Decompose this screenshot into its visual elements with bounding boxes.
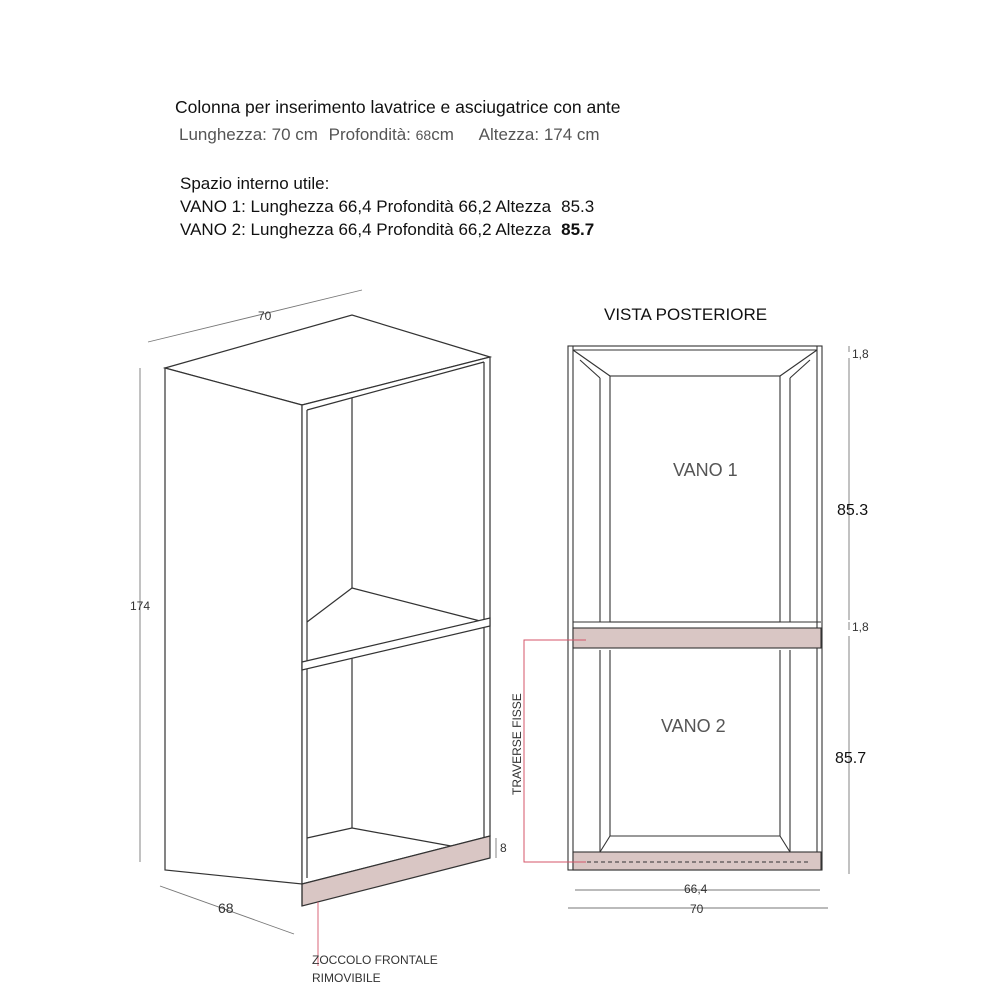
- rear-vano2-label: VANO 2: [661, 716, 726, 736]
- perspective-depth-label: 68: [218, 900, 234, 916]
- cabinet-left-side: [165, 368, 302, 884]
- depth-unit: cm: [431, 125, 454, 144]
- plinth-note-line1: ZOCCOLO FRONTALE: [312, 953, 438, 967]
- depth-number: 68: [415, 127, 432, 143]
- rear-mid-thickness: 1,8: [852, 620, 869, 634]
- length-value: 70 cm: [271, 125, 318, 144]
- perspective-width-label: 70: [258, 309, 272, 323]
- rails-label: TRAVERSE FISSE: [510, 693, 524, 795]
- vano2-spec-text: VANO 2: Lunghezza 66,4 Profondità 66,2 Altezza: [180, 220, 552, 239]
- rear-outer-frame: [568, 346, 822, 870]
- vano1-spec-text: VANO 1: Lunghezza 66,4 Profondità 66,2 Altezza: [180, 197, 552, 216]
- page-title: Colonna per inserimento lavatrice e asciugatrice con ante: [175, 97, 621, 117]
- bottom-fixed-rail: [573, 852, 821, 870]
- perspective-plinth-label: 8: [500, 841, 507, 855]
- height-value: 174 cm: [543, 125, 600, 144]
- rear-outer-width: 70: [690, 902, 704, 916]
- length-label: Lunghezza:: [179, 125, 267, 144]
- cabinet-front-frame: [302, 357, 490, 884]
- rear-view: [568, 346, 822, 870]
- perspective-view: [165, 315, 490, 906]
- internal-space-title: Spazio interno utile:: [180, 174, 330, 193]
- vano2-spec-height: 85.7: [561, 220, 595, 239]
- perspective-height-label: 174: [130, 599, 151, 613]
- height-label: Altezza:: [478, 125, 540, 144]
- vano1-spec-height: 85.3: [561, 197, 595, 216]
- rear-vano1-label: VANO 1: [673, 460, 738, 480]
- rear-inner-width: 66,4: [684, 882, 708, 896]
- depth-label: Profondità:: [328, 125, 411, 144]
- rear-vano2-height: 85.7: [835, 750, 867, 767]
- rear-top-thickness: 1,8: [852, 347, 869, 361]
- rear-view-title: VISTA POSTERIORE: [604, 305, 768, 324]
- middle-fixed-rail: [573, 628, 821, 648]
- rear-vano1-height: 85.3: [837, 502, 869, 519]
- plinth-note-line2: RIMOVIBILE: [312, 971, 381, 985]
